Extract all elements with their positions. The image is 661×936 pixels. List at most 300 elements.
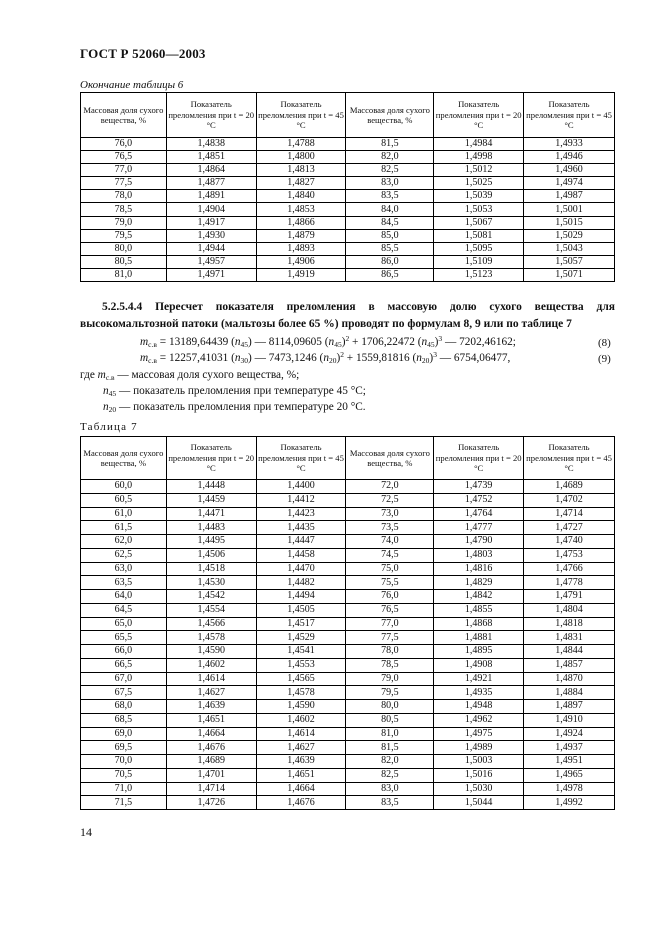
table-cell: 81,5 [346,138,434,151]
table-cell: 81,0 [346,727,434,741]
formula-subscript: с.в [148,356,157,365]
table-cell: 1,5025 [434,177,524,190]
table-cell: 83,5 [346,796,434,810]
table-row [81,480,615,494]
table-cell: 63,0 [81,562,167,576]
table-cell: 75,5 [346,576,434,590]
table-row [81,658,615,672]
table-cell: 70,0 [81,755,167,769]
table-cell: 1,5053 [434,203,524,216]
table-cell: 1,4851 [166,151,256,164]
table-row [81,590,615,604]
table-row [81,686,615,700]
table-row [81,268,615,281]
formula-text: = 12257,41031 ( [156,352,235,364]
table-cell: 1,4664 [166,727,256,741]
table-cell: 1,4791 [524,590,615,604]
table-cell: 1,4910 [524,713,615,727]
table-cell: 64,5 [81,603,167,617]
table-row [81,755,615,769]
table-cell: 78,5 [81,203,167,216]
formula-subscript: 45 [334,340,342,349]
table-cell: 1,4778 [524,576,615,590]
formula-9 [140,352,510,364]
table-cell: 1,4866 [256,216,346,229]
table-cell: 1,4975 [434,727,524,741]
table-row [81,507,615,521]
table-cell: 1,4989 [434,741,524,755]
table-cell: 1,4971 [166,268,256,281]
table-cell: 1,4435 [256,521,346,535]
table-cell: 1,4471 [166,507,256,521]
table-cell: 66,0 [81,645,167,659]
table-row [81,521,615,535]
formula-text: — 7202,46162; [442,336,516,348]
table-cell: 61,5 [81,521,167,535]
table-cell: 67,5 [81,686,167,700]
table-cell: 83,0 [346,782,434,796]
table-cell: 1,4937 [524,741,615,755]
table7 [80,436,615,810]
table-cell: 72,0 [346,480,434,494]
table-row [81,741,615,755]
where-text: — массовая доля сухого вещества, %; [114,369,300,381]
where-line-2 [103,385,366,397]
table-row [81,672,615,686]
table-cell: 83,5 [346,190,434,203]
where-subscript: 45 [108,389,117,398]
formula-subscript: 20 [421,356,430,365]
table-cell: 60,5 [81,493,167,507]
formula-text: — 6754,06477, [436,352,511,364]
where-line-1 [80,369,299,381]
table-cell: 79,5 [81,229,167,242]
formula-power: 3 [433,350,437,359]
where-subscript: 20 [108,405,117,414]
table-cell: 1,4529 [256,631,346,645]
table-cell: 82,0 [346,151,434,164]
table-cell: 1,4400 [256,480,346,494]
table-cell: 1,4702 [524,493,615,507]
formula-text: ) — 7473,1246 ( [248,352,324,364]
formula-power: 3 [438,334,443,343]
table-cell: 82,0 [346,755,434,769]
table-cell: 1,4951 [524,755,615,769]
table-cell: 1,4853 [256,203,346,216]
table-cell: 1,4614 [166,672,256,686]
formula-text: = 13189,64439 ( [156,336,235,348]
table-cell: 1,4864 [166,164,256,177]
table-cell: 1,4987 [524,190,615,203]
table-cell: 1,4494 [256,590,346,604]
table-cell: 1,4813 [256,164,346,177]
table-cell: 1,5016 [434,768,524,782]
table-cell: 1,5067 [434,216,524,229]
table-row [81,203,615,216]
formula-8 [140,336,516,348]
table-row [81,796,615,810]
table-cell: 1,4948 [434,700,524,714]
formula-subscript: 45 [427,340,435,349]
table-cell: 1,4739 [434,480,524,494]
formula-text: ) [429,352,434,364]
table-cell: 1,4879 [256,229,346,242]
table-cell: 80,0 [346,700,434,714]
table-cell: 1,4676 [256,796,346,810]
table-cell: 71,5 [81,796,167,810]
table-cell: 1,5123 [434,268,524,281]
table-cell: 1,4602 [166,658,256,672]
table-cell: 65,0 [81,617,167,631]
table-row [81,177,615,190]
table-cell: 1,5043 [524,242,615,255]
table-cell: 1,4727 [524,521,615,535]
table-row [81,164,615,177]
document-header: ГОСТ Р 52060—2003 [80,46,206,61]
table-cell: 1,4978 [524,782,615,796]
table-cell: 1,4904 [166,203,256,216]
formula-text: ) [336,352,341,364]
table-cell: 1,4566 [166,617,256,631]
table-cell: 1,4946 [524,151,615,164]
table-row [81,548,615,562]
where-symbol: m [97,369,106,381]
table7-header-cell: Показатель преломления при t = 20 °С [166,437,256,480]
table-cell: 1,4578 [166,631,256,645]
table-row [81,255,615,268]
table-cell: 1,4458 [256,548,346,562]
table-cell: 1,4482 [256,576,346,590]
table-cell: 1,4448 [166,480,256,494]
table-cell: 78,0 [81,190,167,203]
table-row [81,242,615,255]
table-cell: 1,4505 [256,603,346,617]
table-row [81,713,615,727]
table-cell: 1,4957 [166,255,256,268]
table-cell: 1,4651 [166,713,256,727]
table-cell: 85,0 [346,229,434,242]
table6-header-cell: Массовая доля сухого вещества, % [346,93,434,138]
table-cell: 1,4870 [524,672,615,686]
table-cell: 67,0 [81,672,167,686]
formula-subscript: 30 [240,356,248,365]
table-row [81,631,615,645]
table-cell: 1,4933 [524,138,615,151]
table6-header-cell: Показатель преломления при t = 45 °С [256,93,346,138]
table7-header-cell: Показатель преломления при t = 45 °С [256,437,346,480]
table-cell: 1,4831 [524,631,615,645]
table-cell: 1,4816 [434,562,524,576]
table-cell: 1,4935 [434,686,524,700]
table-cell: 73,0 [346,507,434,521]
table-cell: 76,0 [346,590,434,604]
table-row [81,535,615,549]
table-row [81,617,615,631]
table-cell: 1,4470 [256,562,346,576]
table-cell: 77,5 [81,177,167,190]
table7-caption: Таблица 7 [80,421,138,433]
table6-header-cell: Массовая доля сухого вещества, % [81,93,167,138]
table-cell: 64,0 [81,590,167,604]
table-cell: 1,4753 [524,548,615,562]
table6-caption: Окончание таблицы 6 [80,79,184,91]
table-cell: 1,4412 [256,493,346,507]
table-cell: 1,5015 [524,216,615,229]
table-cell: 1,4542 [166,590,256,604]
table-cell: 1,5012 [434,164,524,177]
table-cell: 1,5001 [524,203,615,216]
table-cell: 1,4881 [434,631,524,645]
where-symbol: n [103,401,109,413]
table-cell: 1,4518 [166,562,256,576]
table-cell: 82,5 [346,164,434,177]
table-cell: 81,5 [346,741,434,755]
table-cell: 61,0 [81,507,167,521]
formula-symbol: m [140,352,149,364]
formula-subscript: 45 [240,340,248,349]
table-cell: 1,4844 [524,645,615,659]
table-cell: 1,4924 [524,727,615,741]
table-cell: 1,4790 [434,535,524,549]
table-cell: 77,0 [81,164,167,177]
table-cell: 1,4944 [166,242,256,255]
table-cell: 1,4895 [434,645,524,659]
table-cell: 1,4423 [256,507,346,521]
table-cell: 74,5 [346,548,434,562]
table-cell: 86,0 [346,255,434,268]
table-cell: 1,4565 [256,672,346,686]
table-cell: 1,4930 [166,229,256,242]
table-cell: 1,4530 [166,576,256,590]
table-cell: 1,5030 [434,782,524,796]
table-cell: 85,5 [346,242,434,255]
table-cell: 81,0 [81,268,167,281]
formula-symbol: n [416,352,422,364]
table-row [81,576,615,590]
where-symbol: n [103,385,109,397]
table-cell: 1,5071 [524,268,615,281]
table-cell: 1,4777 [434,521,524,535]
table-cell: 1,4689 [166,755,256,769]
table-cell: 1,4921 [434,672,524,686]
formula-symbol: n [421,336,428,348]
table-cell: 66,5 [81,658,167,672]
table-cell: 1,4714 [166,782,256,796]
table-cell: 1,4495 [166,535,256,549]
table-cell: 1,4974 [524,177,615,190]
table-row [81,768,615,782]
formula-text: ) [434,336,439,348]
table-row [81,562,615,576]
table-cell: 1,4960 [524,164,615,177]
table-row [81,700,615,714]
table6-header-cell: Показатель преломления при t = 20 °С [434,93,524,138]
table-cell: 84,5 [346,216,434,229]
table-row [81,229,615,242]
table-cell: 1,4827 [256,177,346,190]
page-number: 14 [80,825,92,839]
table7-header-row [81,437,615,480]
table-cell: 1,4554 [166,603,256,617]
table7-header-cell: Массовая доля сухого вещества, % [81,437,167,480]
table-cell: 1,4639 [166,700,256,714]
table-row [81,782,615,796]
table-cell: 62,5 [81,548,167,562]
table-cell: 1,4602 [256,713,346,727]
table-cell: 1,5095 [434,242,524,255]
table-cell: 83,0 [346,177,434,190]
formula-subscript: с.в [148,340,157,349]
formula-symbol: n [328,336,335,348]
table-cell: 76,0 [81,138,167,151]
table-cell: 1,4803 [434,548,524,562]
table-cell: 72,5 [346,493,434,507]
table-cell: 1,4714 [524,507,615,521]
table-cell: 1,4740 [524,535,615,549]
formula-text: + 1706,22472 ( [349,336,422,348]
table-cell: 1,4906 [256,255,346,268]
table7-header-cell: Массовая доля сухого вещества, % [346,437,434,480]
table-cell: 1,4541 [256,645,346,659]
table-cell: 1,4506 [166,548,256,562]
table-cell: 80,5 [81,255,167,268]
table6-body [81,138,615,282]
table-cell: 1,4838 [166,138,256,151]
table-cell: 69,0 [81,727,167,741]
table-cell: 78,0 [346,645,434,659]
table7-header-cell: Показатель преломления при t = 45 °С [524,437,615,480]
table-cell: 1,4726 [166,796,256,810]
table-cell: 70,5 [81,768,167,782]
formula-text: ) — 8114,09605 ( [248,336,329,348]
table-row [81,138,615,151]
table-cell: 1,4998 [434,151,524,164]
where-prefix: где [80,369,98,381]
formula-symbol: m [140,336,149,348]
section-5-2-5-4-4: 5.2.5.4.4 Пересчет показателя преломления в массовую долю сухого вещества для высокомальтозной патоки (мальтозы более 65 %) проводят по формулам 8, 9 или по таблице 7 [80,301,615,330]
table-cell: 1,4627 [256,741,346,755]
formula-8-number: (8) [598,337,611,349]
table-cell: 1,4459 [166,493,256,507]
table-cell: 1,5081 [434,229,524,242]
table-cell: 1,4842 [434,590,524,604]
table-cell: 1,4965 [524,768,615,782]
table-cell: 80,0 [81,242,167,255]
table-cell: 1,4855 [434,603,524,617]
formula-text: + 1559,81816 ( [343,352,417,364]
table-cell: 69,5 [81,741,167,755]
table-cell: 1,4614 [256,727,346,741]
table-cell: 1,4766 [524,562,615,576]
formula-symbol: n [234,336,241,348]
table-cell: 1,4590 [256,700,346,714]
table-cell: 1,4447 [256,535,346,549]
table-cell: 73,5 [346,521,434,535]
where-text: — показатель преломления при температуре 20 °С. [116,401,366,413]
table7-header-cell: Показатель преломления при t = 20 °С [434,437,524,480]
table-cell: 1,4857 [524,658,615,672]
table-cell: 1,4917 [166,216,256,229]
table-cell: 1,4701 [166,768,256,782]
table7-body [81,480,615,810]
table-cell: 63,5 [81,576,167,590]
table-cell: 1,4764 [434,507,524,521]
table-cell: 1,4689 [524,480,615,494]
table-cell: 79,0 [81,216,167,229]
table-cell: 77,0 [346,617,434,631]
table-cell: 1,5044 [434,796,524,810]
table-cell: 1,4884 [524,686,615,700]
table-cell: 1,4639 [256,755,346,769]
table-cell: 1,4590 [166,645,256,659]
table-cell: 1,4891 [166,190,256,203]
table-cell: 1,4908 [434,658,524,672]
table-cell: 1,4553 [256,658,346,672]
table-cell: 1,4800 [256,151,346,164]
formula-symbol: n [234,352,241,364]
where-text: — показатель преломления при температуре 45 °С; [116,385,366,397]
table-cell: 76,5 [81,151,167,164]
table-cell: 1,5109 [434,255,524,268]
formula-power: 2 [340,350,344,359]
table6-header-cell: Показатель преломления при t = 20 °С [166,93,256,138]
table-cell: 76,5 [346,603,434,617]
table-cell: 74,0 [346,535,434,549]
table-cell: 62,0 [81,535,167,549]
table-cell: 82,5 [346,768,434,782]
table-cell: 1,4877 [166,177,256,190]
table-cell: 68,0 [81,700,167,714]
formula-9-number: (9) [598,353,611,365]
table-cell: 84,0 [346,203,434,216]
table-cell: 1,4893 [256,242,346,255]
table-row [81,151,615,164]
table-cell: 1,4627 [166,686,256,700]
table-cell: 1,4829 [434,576,524,590]
table-cell: 1,4919 [256,268,346,281]
table-cell: 1,4517 [256,617,346,631]
table6-header-cell: Показатель преломления при t = 45 °С [524,93,615,138]
table-cell: 1,4868 [434,617,524,631]
table-cell: 79,5 [346,686,434,700]
table-cell: 1,4962 [434,713,524,727]
table-cell: 1,5039 [434,190,524,203]
table-cell: 1,4752 [434,493,524,507]
table6-header-row [81,93,615,138]
table-cell: 1,5029 [524,229,615,242]
where-subscript: с.в [105,373,115,382]
table-cell: 1,4578 [256,686,346,700]
formula-symbol: n [323,352,329,364]
table-cell: 68,5 [81,713,167,727]
table-cell: 1,4664 [256,782,346,796]
table-cell: 1,4818 [524,617,615,631]
table-cell: 1,4992 [524,796,615,810]
table-cell: 75,0 [346,562,434,576]
formula-subscript: 20 [328,356,337,365]
table-cell: 60,0 [81,480,167,494]
table-cell: 1,4676 [166,741,256,755]
formula-power: 2 [345,334,350,343]
table-cell: 65,5 [81,631,167,645]
table-cell: 80,5 [346,713,434,727]
table-cell: 77,5 [346,631,434,645]
table-row [81,190,615,203]
table-cell: 79,0 [346,672,434,686]
table-cell: 1,4840 [256,190,346,203]
table-cell: 1,4483 [166,521,256,535]
table-row [81,216,615,229]
